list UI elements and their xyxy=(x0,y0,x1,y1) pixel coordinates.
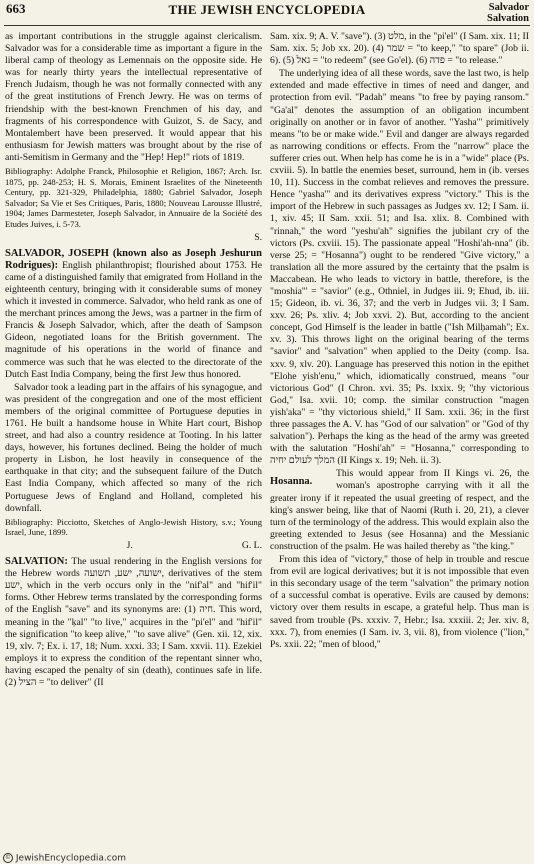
paragraph: Salvador took a leading part in the affairs of his synagogue, and was president of the congregation and one of the most efficient members of the original committee of Portuguese deputies in 1761. He built a handsome house in White Hart court, Bishop street, and had also a country residence at Tooting. In his latter days, however, his fortunes declined. Being the holder of much property in Lisbon, he lost heavily in consequence of the earthquake in that city; and the subsequent failure of the Dutch East India Company, which affected so many of the rich Portuguese Jews of England and Holland, completed his downfall. xyxy=(5,381,262,514)
entry-text: The usual rendering in the English versions for the Hebrew words ישועה, ישע, תשועה, derivatives of the stem ישע, which in the verb occurs only in the "nif'al" and "hif'il" forms. Other Hebrew terms translated by the corresponding forms of the English "save" and its synonyms are: (1) חיה. This word, meaning in the "ḳal" "to live," acquires in the "pi'el" and "hif'il" the signification "to keep alive," "to save alive" (Gen. xii. 12, xix. 19, xlv. 7; Ex. i. 17, 18; Num. xxxi. 33; I Sam. xxvii. 11). Ezekiel employs it to express the condition of the repentant sinner who, having escaped the penalty of sin (death), continues safe in life. (2) הציל = "to deliver" (II xyxy=(5,556,262,688)
header-rule xyxy=(4,25,530,26)
paragraph: The underlying idea of all these words, save the last two, is help extended and made effective in times of need and danger, and protection from evil. "Padah" means "to free by paying ransom." "Ga'al" denotes the assumption of an obligation incumbent originally on another or in favor of another. "Yasha'" primitively means "to be or make wide." Evil and danger are always regarded as narrowing conditions or effects. From the "narrow" place the sufferer cries out. When help has come he is in a "wide" place (Ps. cxviii. 5). In battle the enemies beset, surround, hem in (ib. verses 10, 11). Success in the combat relieves and removes the pressure. Hence "yasha'" and its derivatives express "victory." This is the import of the Hebrew in such passages as Judges xv. 12; I Sam. ii. 1, xiv. 45; II Sam. xxii. 51; and Isa. xlix. 8. Combined with "rinnah," the word "yeshu'ah" signifies the jubilant cry of the victors (Ps. cxviii. 15). The passionate appeal "Hoshi'ah-nna" (ib. verse 25; = "Hosanna") ought to be rendered "Give victory," a translation all the more assured by the certainty that the psalm is Maccabean. He who leads to victory in battle, therefore, is the "moshia'" = "savior" (e.g., Othniel, in Judges iii. 9; Ehud, ib. iii. 15; Gideon, ib. vi. 36, 37; and the verb in Judges vii. 3; I Sam. xxv. 26; Ps. xliv. 4; Job xxvi. 2). But, according to the ancient concept, God Himself is the leader in battle ("Ish Milḥamah"; Ex. xv. 3). This throws light on the original bearing of the terms "savior" and "salvation" when applied to the Deity (comp. Isa. xxv. 9, xlv. 20). Language has preserved this notion in the epithet "Elohe yish'enu," which, idiomatically construed, means "our victorious God" (I Chron. xvi. 35; Ps. lxxix. 9; "thy victorious God," Isa. xvii. 10; comp. the similar construction "magen yish'aka" = "thy victorious shield," II Sam. xxii. 36; in the first three passages the A. V. has "God of our salvation" or "God of thy salvation"). Perhaps the king as the head of the army was greeted with the salutation "Hoshi'ah" = "Hosanna," corresponding to המלך לעולם יחיה (II Kings x. 19; Neh. ii. 3). xyxy=(270,68,529,467)
bibliography: Bibliography: Adolphe Franck, Philosophie et Religion, 1867; Arch. Isr. 1875, pp. 248-253; H. S. Morais, Eminent Israelites of the Nineteenth Century, pp. 321-329, Philadelphia, 1880; Gabriel Salvador, Joseph Salvador; Sa Vie et Ses Critiques, Paris, 1880; Nouveau Larousse Illustré, 1904; James Darmesteter, Joseph Salvador, in Annuaire de la Société des Etudes Juives, i. 5-73. xyxy=(5,166,262,229)
entry-heading: SALVATION: xyxy=(5,556,68,568)
headword-first: Salvador xyxy=(488,2,529,13)
right-column xyxy=(270,31,529,652)
author-signature: S. xyxy=(254,231,262,243)
author-signature: J. G. L. xyxy=(126,539,262,551)
headword-last: Salvation xyxy=(486,13,529,24)
footer-text: JewishEncyclopedia.com xyxy=(15,853,127,863)
page-number: 663 xyxy=(6,1,26,16)
copyright-icon: © xyxy=(5,853,11,861)
footer-link[interactable] xyxy=(3,853,126,864)
paragraph: as important contributions in the struggle against clericalism. Salvador was for a considerable time as important a figure in the liberal camp of theology as Lemennais on the opposite side. He was for nearly thirty years the intellectual representative of French Judaism, though he was not formally connected with any of the great institutions of French Jewry. He was on terms of friendship with the best-known Frenchmen of his day, and fragments of his correspondence with Guizot, S. de Sacy, and Montalembert have been preserved. It would appear that his enthusiasm for Jewish matters was brought about by the rise of anti-Semitism in Germany and the "Hep! Hep!" riots of 1819. xyxy=(5,31,262,163)
entry-text: English philanthropist; flourished about 1753. He came of a distinguished family that emigrated from Holland in the eighteenth century, bringing with it considerable sums of money which it invested in commerce. Salvador, who held rank as one of the merchant princes among the Jews, was a partner in the firm of Francis & Joseph Salvador, which, after the death of Sampson Gideon, negotiated loans for the British government. The magnitude of his operations in the world of finance and commerce was such that he was elected to the directorate of the Dutch East India Company, being the first Jew thus honored. xyxy=(5,259,262,380)
entry-heading: SALVADOR, JOSEPH (known also as Joseph Jeshurun Rodrigues): xyxy=(5,247,262,271)
running-title: THE JEWISH ENCYCLOPEDIA xyxy=(168,2,366,17)
running-headwords xyxy=(487,2,529,24)
entry-salvador-joseph xyxy=(5,248,262,381)
paragraph: From this idea of "victory," those of help in trouble and rescue from evil are logical derivatives; but it is not impossible that even in this secondary usage of the term "salvation" the primary notion of a successful combat is operative. Evils are caused by demons: victory over them results in escape, a grateful help. Thus man is saved from trouble (Ps. xxxiv. 7, Hebr.; Isa. xxxiii. 2; Jer. xiv. 8, xxx. 7), from enemies (I Sam. iv. 3, vii. 8), from violence ("lion," Ps. xxii. 22; "men of blood," xyxy=(270,554,529,650)
side-note: Hosanna. xyxy=(270,476,313,488)
paragraph-with-side-note xyxy=(270,468,529,553)
paragraph: Sam. xix. 9; A. V. "save"). (3) מלט, in the "pi'el" (I Sam. xix. 11; II Sam. xix. 5; Job xx. 20). (4) שמר = "to keep," "to spare" (Job ii. 6). (5) גאל = "to redeem" (see Go'el). (6) פדה = "to release." xyxy=(270,31,529,67)
paragraph-text: This would appear from II Kings vi. 26, the woman's apostrophe carrying with it all the greater irony if it repeated the usual greeting of respect, and the king's answer being, like that of Naomi (Ruth i. 20, 21), a clever turn of the terminology of the address. This would explain also the greeting extended to Jesus (see Hosanna) and the Messianic construction of the psalm. He was hailed thereby as "the king." xyxy=(270,468,529,552)
entry-salvation xyxy=(5,556,262,689)
left-column xyxy=(5,31,262,690)
bibliography: Bibliography: Picciotto, Sketches of Anglo-Jewish History, s.v.; Young Israel, June, 1899. xyxy=(5,516,262,538)
